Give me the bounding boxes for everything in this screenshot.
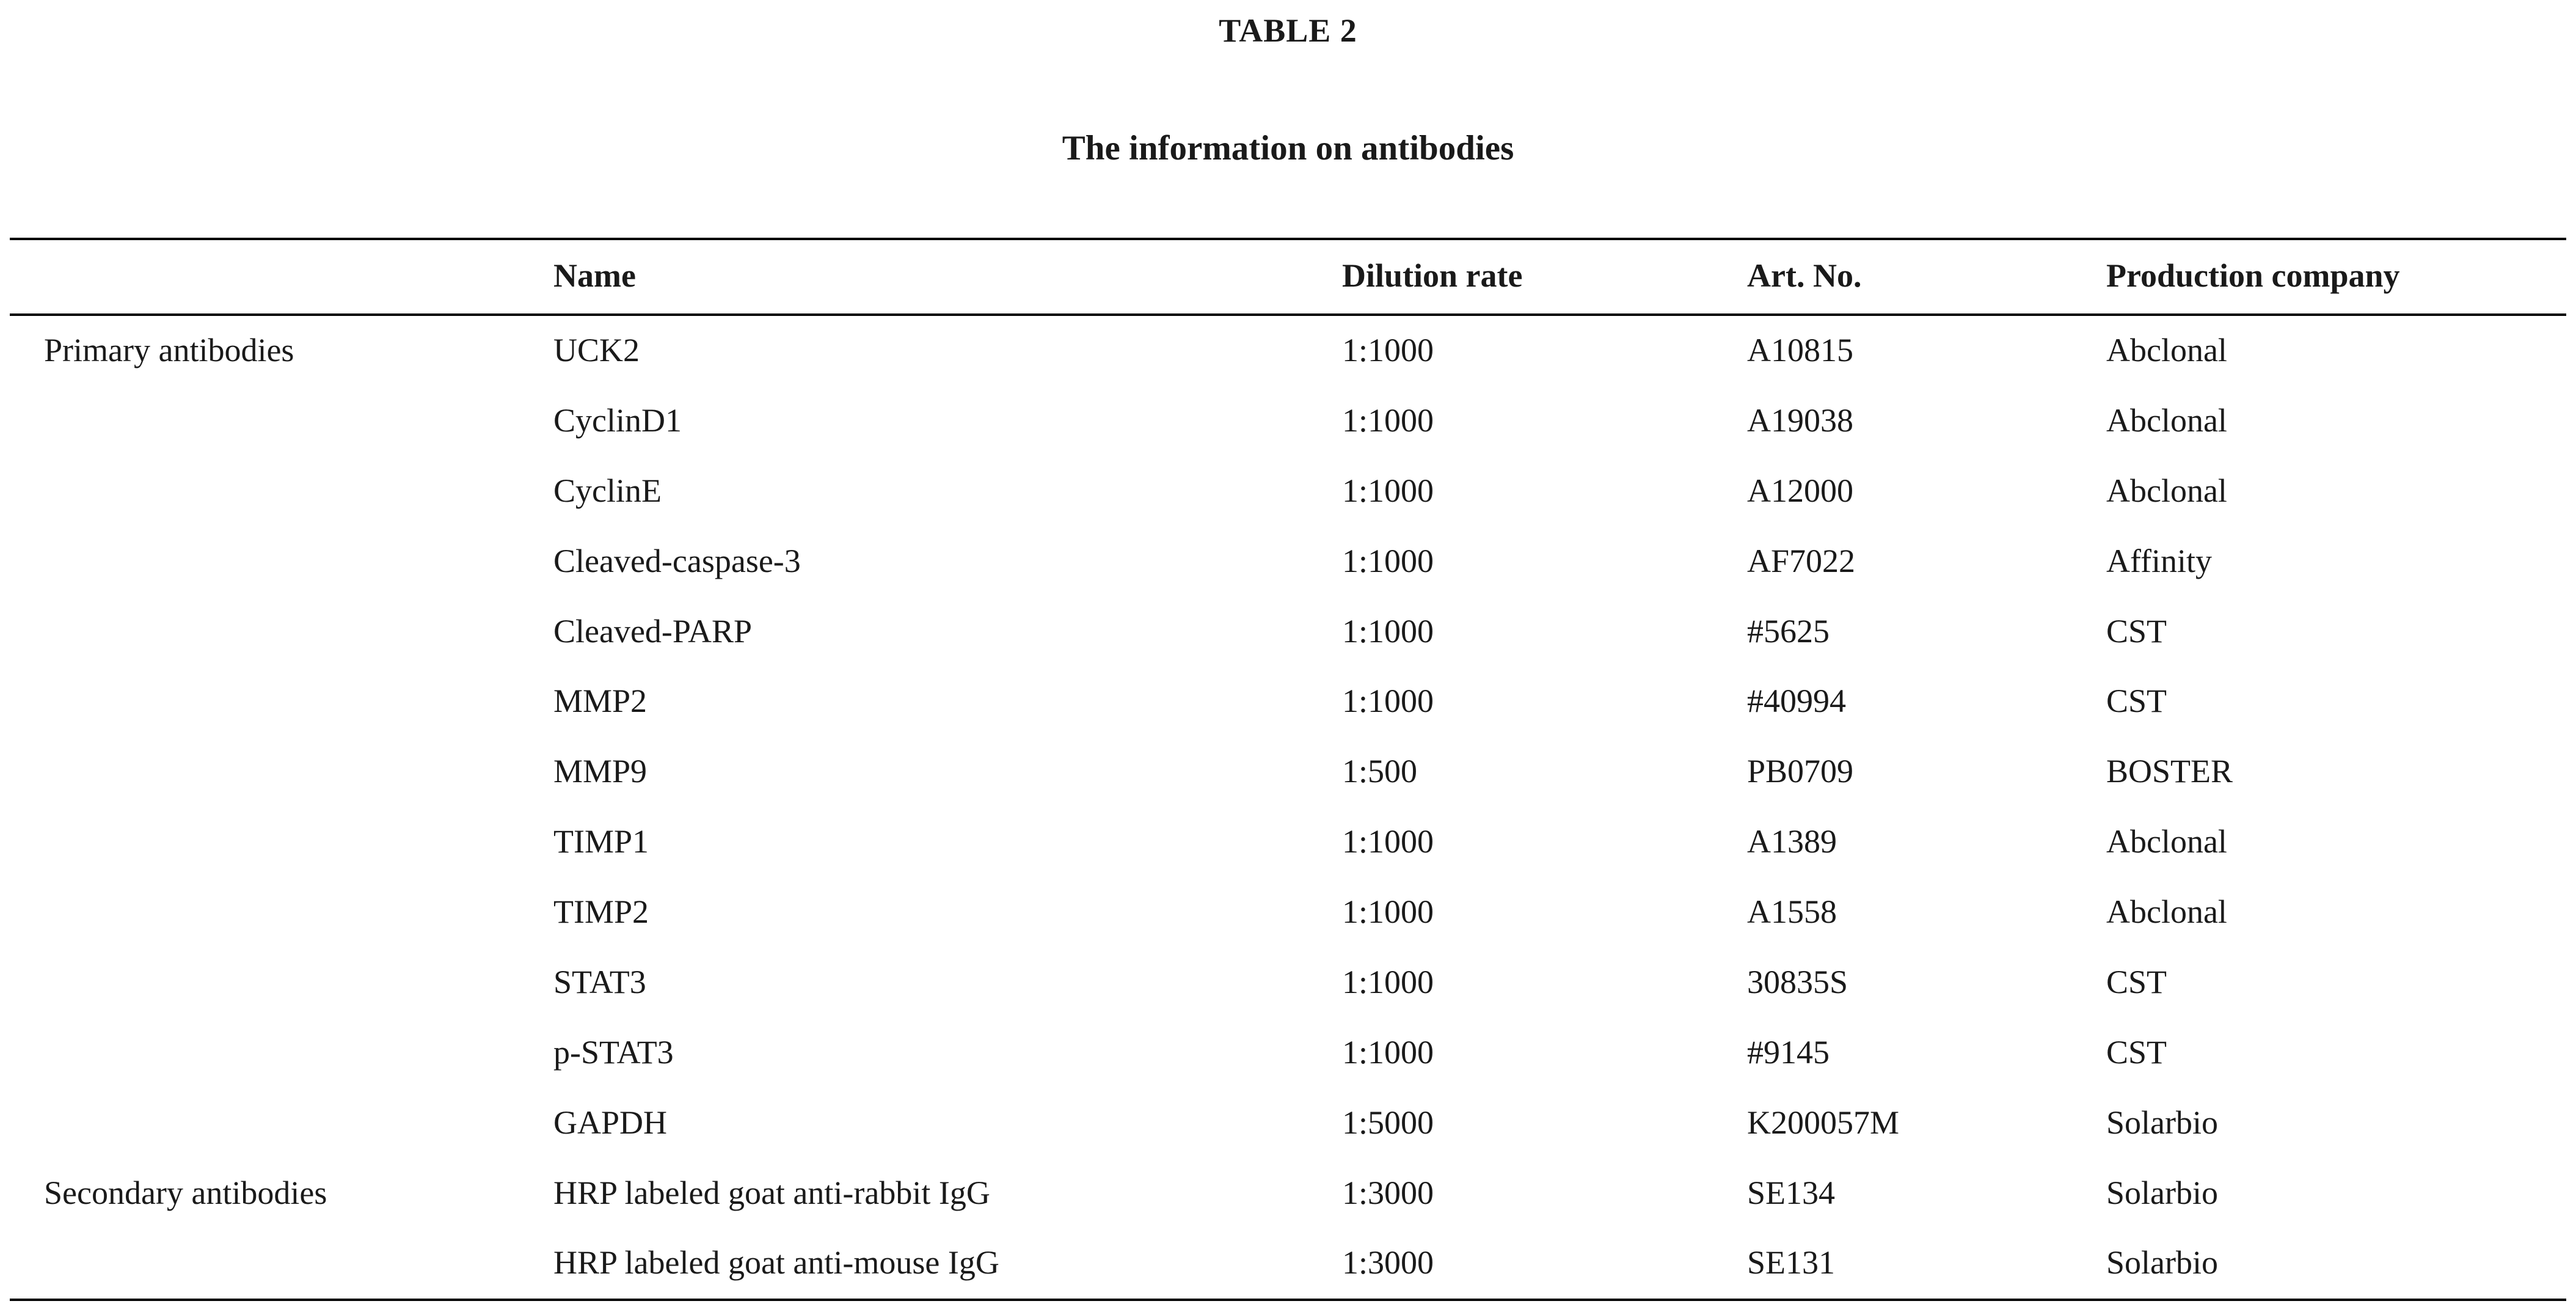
table-caption: The information on antibodies	[1062, 128, 1514, 167]
table-row	[10, 386, 2566, 456]
dilution-cell: 1:1000	[1342, 542, 1434, 579]
category-cell	[10, 1018, 553, 1088]
name-cell: CyclinD1	[553, 401, 682, 439]
dilution-cell: 1:1000	[1342, 893, 1434, 931]
name-cell: GAPDH	[553, 1104, 668, 1141]
dilution-cell: 1:1000	[1342, 963, 1434, 1000]
dilution-rate-column-header: Dilution rate	[1342, 239, 1747, 315]
company-cell: CST	[2106, 1033, 2167, 1071]
table-row	[10, 1018, 2566, 1088]
company-cell: Solarbio	[2106, 1104, 2218, 1141]
company-cell: Abclonal	[2106, 332, 2227, 369]
art-no-cell: K200057M	[1747, 1104, 1900, 1141]
dilution-cell: 1:1000	[1342, 401, 1434, 439]
dilution-cell: 1:3000	[1342, 1174, 1434, 1211]
company-cell: Abclonal	[2106, 401, 2227, 439]
table-number-title: TABLE 2	[1219, 12, 1357, 49]
name-cell: CyclinE	[553, 472, 662, 509]
name-cell: STAT3	[553, 963, 646, 1000]
name-cell: TIMP2	[553, 893, 649, 931]
dilution-cell: 1:1000	[1342, 683, 1434, 720]
dilution-cell: 1:3000	[1342, 1244, 1434, 1281]
dilution-cell: 1:5000	[1342, 1104, 1434, 1141]
category-cell	[10, 597, 553, 667]
table-row	[10, 1228, 2566, 1300]
category-cell	[10, 667, 553, 737]
art-no-cell: #5625	[1747, 612, 1830, 650]
art-no-cell: A1389	[1747, 823, 1837, 860]
company-cell: Abclonal	[2106, 472, 2227, 509]
table-row	[10, 667, 2566, 737]
art-no-cell: 30835S	[1747, 963, 1848, 1000]
dilution-cell: 1:1000	[1342, 1033, 1434, 1071]
company-cell: CST	[2106, 683, 2167, 720]
category-cell	[10, 807, 553, 878]
category-cell	[10, 878, 553, 948]
art-no-cell: PB0709	[1747, 753, 1854, 790]
name-cell: TIMP1	[553, 823, 649, 860]
dilution-cell: 1:1000	[1342, 612, 1434, 650]
table-row	[10, 807, 2566, 878]
art-no-cell: SE134	[1747, 1174, 1836, 1211]
company-cell: BOSTER	[2106, 753, 2233, 790]
company-cell: Affinity	[2106, 542, 2212, 579]
category-cell	[10, 948, 553, 1018]
name-cell: p-STAT3	[553, 1033, 674, 1071]
art-no-cell: SE131	[1747, 1244, 1836, 1281]
antibody-table-wrapper	[10, 238, 2566, 1301]
header-row	[10, 239, 2566, 315]
art-no-cell: A19038	[1747, 401, 1853, 439]
category-cell	[10, 1228, 553, 1300]
name-cell: Cleaved-caspase-3	[553, 542, 801, 579]
name-cell: MMP9	[553, 753, 648, 790]
table-row	[10, 737, 2566, 807]
table-row	[10, 1159, 2566, 1229]
art-no-cell: #40994	[1747, 683, 1846, 720]
dilution-cell: 1:500	[1342, 753, 1418, 790]
name-cell: UCK2	[553, 332, 640, 369]
name-column-header: Name	[553, 239, 1342, 315]
table-row	[10, 1088, 2566, 1159]
table-row	[10, 948, 2566, 1018]
category-cell	[10, 456, 553, 527]
art-no-cell: A10815	[1747, 332, 1853, 369]
dilution-cell: 1:1000	[1342, 472, 1434, 509]
production-company-column-header: Production company	[2106, 239, 2566, 315]
art-no-cell: A1558	[1747, 893, 1837, 931]
name-cell: Cleaved-PARP	[553, 612, 753, 650]
company-cell: Abclonal	[2106, 823, 2227, 860]
company-cell: Solarbio	[2106, 1244, 2218, 1281]
company-cell: CST	[2106, 612, 2167, 650]
table-row	[10, 527, 2566, 597]
company-cell: Solarbio	[2106, 1174, 2218, 1211]
category-column-header	[10, 239, 553, 315]
art-no-cell: #9145	[1747, 1033, 1830, 1071]
category-cell: Primary antibodies	[44, 332, 294, 369]
art-no-cell: A12000	[1747, 472, 1853, 509]
table-row	[10, 597, 2566, 667]
category-cell	[10, 1088, 553, 1159]
art-no-column-header: Art. No.	[1747, 239, 2106, 315]
art-no-cell: AF7022	[1747, 542, 1856, 579]
category-cell	[10, 386, 553, 456]
category-cell	[10, 527, 553, 597]
name-cell: HRP labeled goat anti-mouse IgG	[553, 1244, 999, 1281]
table-row	[10, 456, 2566, 527]
company-cell: Abclonal	[2106, 893, 2227, 931]
table-row	[10, 878, 2566, 948]
dilution-cell: 1:1000	[1342, 823, 1434, 860]
table-row	[10, 315, 2566, 386]
company-cell: CST	[2106, 963, 2167, 1000]
name-cell: MMP2	[553, 683, 648, 720]
category-cell	[10, 737, 553, 807]
name-cell: HRP labeled goat anti-rabbit IgG	[553, 1174, 990, 1211]
antibody-table	[10, 238, 2566, 1301]
category-cell: Secondary antibodies	[44, 1174, 327, 1211]
dilution-cell: 1:1000	[1342, 332, 1434, 369]
